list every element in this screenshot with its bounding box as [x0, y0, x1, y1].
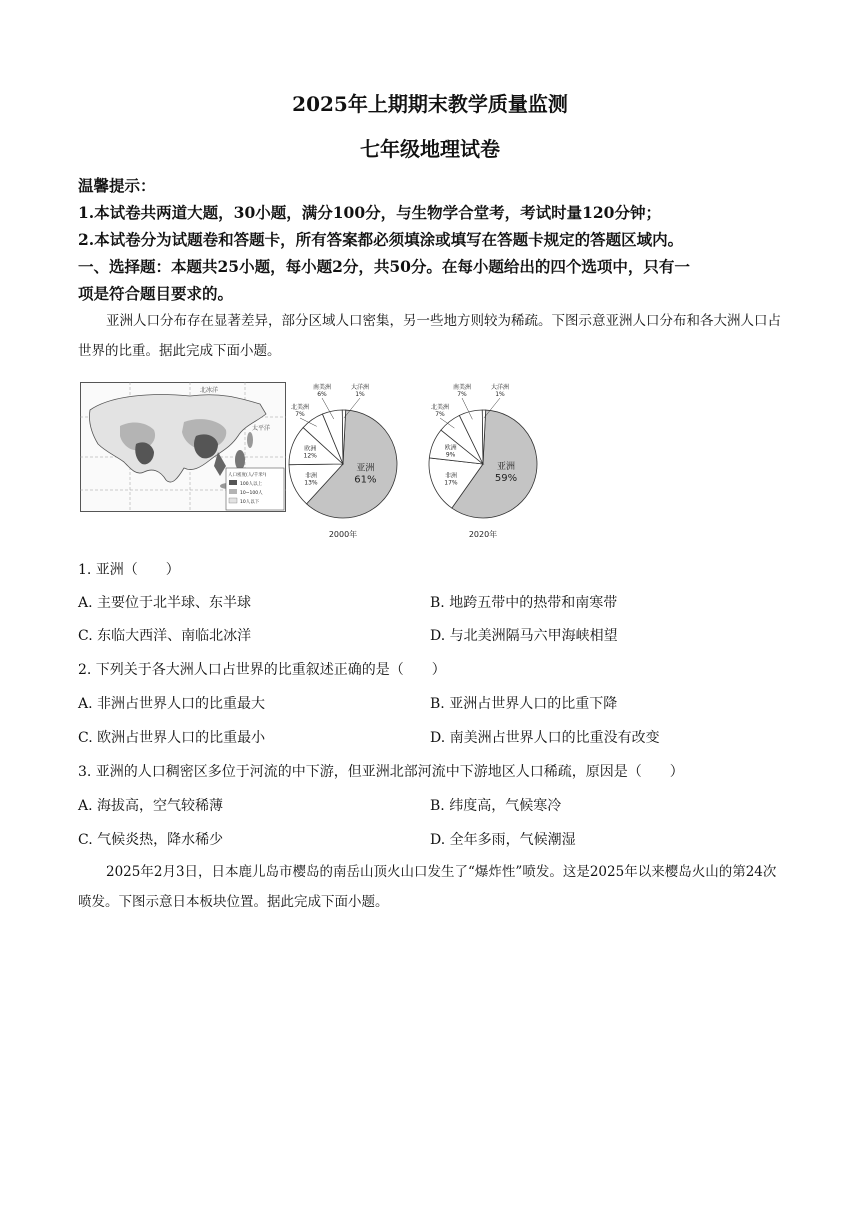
- pie-value-oceania: 1%: [355, 391, 365, 398]
- question-3-option-a[interactable]: A. 海拔高，空气较稀薄: [78, 798, 224, 814]
- section-heading-line-1: 一、选择题：本题共25小题，每小题2分，共50分。在每小题给出的四个选项中，只有一: [78, 257, 690, 276]
- pie-label-oceania: 大洋洲: [490, 384, 510, 391]
- pie-value-europe: 12%: [303, 452, 317, 460]
- pie-value-south-america: 7%: [457, 391, 467, 398]
- pie-label-south-america: 南美洲: [452, 384, 472, 391]
- question-3-option-b[interactable]: B. 纬度高，气候寒冷: [430, 798, 562, 814]
- map-label-pacific: 太平洋: [252, 425, 271, 432]
- pie-value-asia: 59%: [494, 472, 518, 484]
- pie-value-africa: 13%: [304, 479, 318, 487]
- question-3-option-d[interactable]: D. 全年多雨，气候潮湿: [430, 832, 576, 848]
- tips-line-2: 2.本试卷分为试题卷和答题卡，所有答案都必须填涂或填写在答题卡规定的答题区域内。: [78, 230, 684, 249]
- pie-value-europe: 9%: [445, 451, 456, 459]
- pie-label-africa: 非洲: [444, 472, 457, 480]
- pie-label-europe: 欧洲: [304, 445, 317, 453]
- map-legend-low: 10人以下: [240, 500, 260, 505]
- asia-population-map: [80, 382, 286, 512]
- pie-label-africa: 非洲: [304, 472, 317, 480]
- pie-value-north-america: 7%: [435, 411, 445, 418]
- tips-line-1: 1.本试卷共两道大题，30小题，满分100分，与生物学合堂考，考试时量120分钟；: [78, 203, 661, 222]
- pie-label-north-america: 北美洲: [430, 404, 450, 411]
- asia-population-figure: [80, 378, 540, 540]
- passage-asia-population: 亚洲人口分布存在显著差异，部分区域人口密集，另一些地方则较为稀疏。下图示意亚洲人口分布和各大洲人口占世界的比重。据此完成下面小题。: [78, 313, 781, 359]
- map-legend-title: 人口密度(人/千米²): [228, 473, 267, 478]
- passage-sakurajima: 2025年2月3日，日本鹿儿岛市樱岛的南岳山顶火山口发生了“爆炸性”喷发。这是2025年以来樱岛火山的第24次喷发。下图示意日本板块位置。据此完成下面小题。: [78, 864, 777, 910]
- pie-value-oceania: 1%: [495, 391, 505, 398]
- map-legend-high: 100人以上: [240, 482, 263, 487]
- pie-value-south-america: 6%: [317, 391, 327, 398]
- exam-title: 2025年上期期末教学质量监测: [292, 92, 568, 116]
- question-2-option-d[interactable]: D. 南美洲占世界人口的比重没有改变: [430, 730, 660, 746]
- pie-year-label: 2020年: [468, 530, 498, 539]
- question-2-option-c[interactable]: C. 欧洲占世界人口的比重最小: [78, 730, 266, 746]
- question-1-option-d[interactable]: D. 与北美洲隔马六甲海峡相望: [430, 628, 618, 644]
- question-1-stem: 1. 亚洲（ ）: [78, 562, 180, 578]
- pie-label-asia: 亚洲: [496, 461, 515, 472]
- pie-year-label: 2000年: [328, 530, 358, 539]
- pie-label-south-america: 南美洲: [312, 384, 332, 391]
- tips-heading: 温馨提示：: [78, 176, 156, 195]
- map-legend-medium: 10~100人: [240, 491, 263, 496]
- pie-value-africa: 17%: [444, 479, 458, 487]
- question-2-option-b[interactable]: B. 亚洲占世界人口的比重下降: [430, 696, 618, 712]
- section-heading-line-2: 项是符合题目要求的。: [78, 284, 234, 303]
- map-label-arctic: 北冰洋: [200, 387, 219, 394]
- pie-value-north-america: 7%: [295, 411, 305, 418]
- pie-label-oceania: 大洋洲: [350, 384, 370, 391]
- question-3-option-c[interactable]: C. 气候炎热，降水稀少: [78, 832, 224, 848]
- pie-label-asia: 亚洲: [356, 463, 375, 474]
- pie-chart-2020: [418, 378, 548, 544]
- question-2-option-a[interactable]: A. 非洲占世界人口的比重最大: [78, 696, 266, 712]
- pie-value-asia: 61%: [354, 474, 377, 486]
- question-2-stem: 2. 下列关于各大洲人口占世界的比重叙述正确的是（ ）: [78, 662, 446, 678]
- question-1-option-c[interactable]: C. 东临大西洋、南临北冰洋: [78, 628, 252, 644]
- pie-chart-2000: [278, 378, 408, 544]
- pie-label-north-america: 北美洲: [290, 404, 310, 411]
- pie-label-europe: 欧洲: [444, 444, 457, 452]
- exam-subtitle: 七年级地理试卷: [360, 137, 500, 161]
- question-3-stem: 3. 亚洲的人口稠密区多位于河流的中下游，但亚洲北部河流中下游地区人口稀疏，原因是（ ）: [78, 764, 684, 780]
- question-1-option-b[interactable]: B. 地跨五带中的热带和南寒带: [430, 595, 618, 611]
- question-1-option-a[interactable]: A. 主要位于北半球、东半球: [78, 595, 252, 611]
